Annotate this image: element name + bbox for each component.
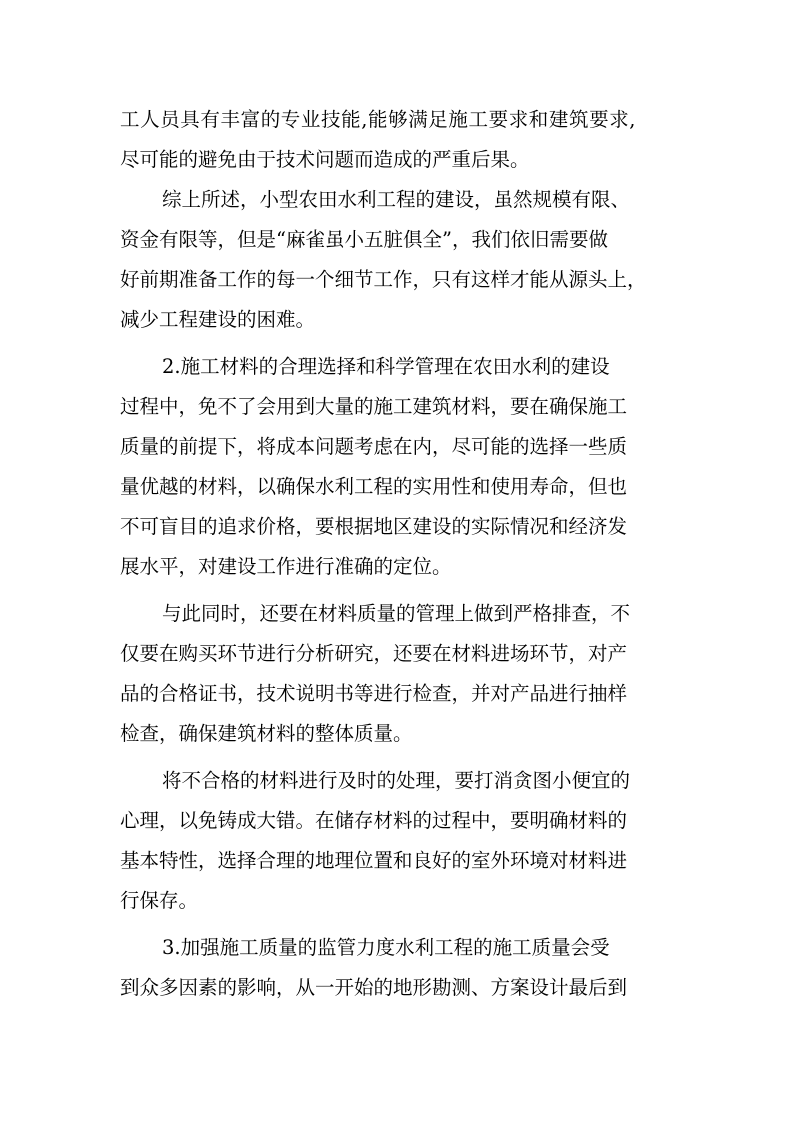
text-line bbox=[0, 470, 794, 504]
line-text: 展水平，对建设工作进行准确的定位。 bbox=[120, 555, 452, 578]
text-line bbox=[0, 971, 794, 1005]
line-text: 不可盲目的追求价格，要根据地区建设的实际情况和经济发 bbox=[120, 515, 628, 538]
text-line bbox=[0, 103, 794, 137]
text-line bbox=[0, 764, 794, 798]
text-line bbox=[0, 637, 794, 671]
line-text: 心理，以免铸成大错。在储存材料的过程中，要明确材料的 bbox=[120, 809, 628, 832]
line-text: 资金有限等，但是“麻雀虽小五脏俱全”，我们依旧需要做 bbox=[120, 228, 608, 251]
text-line bbox=[0, 677, 794, 711]
line-text: 好前期准备工作的每一个细节工作，只有这样才能从源头上， bbox=[120, 268, 647, 291]
line-text: 品的合格证书，技术说明书等进行检查，并对产品进行抽样 bbox=[120, 682, 628, 705]
text-line bbox=[0, 303, 794, 337]
text-line bbox=[0, 183, 794, 217]
text-line bbox=[0, 430, 794, 464]
line-text: 将不合格的材料进行及时的处理，要打消贪图小便宜的 bbox=[162, 769, 631, 792]
text-line bbox=[0, 263, 794, 297]
line-text: 综上所述，小型农田水利工程的建设，虽然规模有限、 bbox=[162, 188, 631, 211]
text-line bbox=[0, 510, 794, 544]
line-text: 检查，确保建筑材料的整体质量。 bbox=[120, 722, 413, 745]
line-text: 行保存。 bbox=[120, 889, 199, 912]
text-line bbox=[0, 804, 794, 838]
line-text: 减少工程建设的困难。 bbox=[120, 308, 316, 331]
text-line bbox=[0, 597, 794, 631]
text-line bbox=[0, 884, 794, 918]
line-text: 量优越的材料，以确保水利工程的实用性和使用寿命，但也 bbox=[120, 475, 628, 498]
text-line bbox=[0, 844, 794, 878]
line-text: 2.施工材料的合理选择和科学管理在农田水利的建设 bbox=[162, 355, 610, 378]
text-line bbox=[0, 550, 794, 584]
line-text: 工人员具有丰富的专业技能,能够满足施工要求和建筑要求, bbox=[120, 108, 637, 131]
line-text: 基本特性，选择合理的地理位置和良好的室外环境对材料进 bbox=[120, 849, 628, 872]
text-line bbox=[0, 223, 794, 257]
text-line bbox=[0, 931, 794, 965]
line-text: 尽可能的避免由于技术问题而造成的严重后果。 bbox=[120, 148, 530, 171]
text-line bbox=[0, 350, 794, 384]
line-text: 质量的前提下，将成本问题考虑在内，尽可能的选择一些质 bbox=[120, 435, 628, 458]
line-text: 与此同时，还要在材料质量的管理上做到严格排查，不 bbox=[162, 602, 631, 625]
text-line bbox=[0, 390, 794, 424]
line-text: 到众多因素的影响，从一开始的地形勘测、方案设计最后到 bbox=[120, 976, 628, 999]
line-text: 过程中，免不了会用到大量的施工建筑材料，要在确保施工 bbox=[120, 395, 628, 418]
text-line bbox=[0, 717, 794, 751]
line-text: 3.加强施工质量的监管力度水利工程的施工质量会受 bbox=[162, 936, 610, 959]
text-line bbox=[0, 143, 794, 177]
line-text: 仅要在购买环节进行分析研究，还要在材料进场环节，对产 bbox=[120, 642, 628, 665]
